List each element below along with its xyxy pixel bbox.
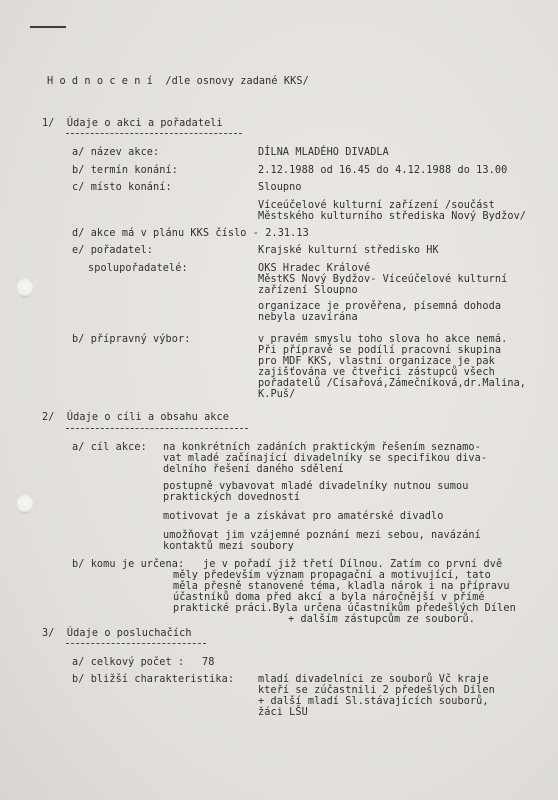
participant-count-value: 78 [202,657,215,668]
committee-line: v pravém smyslu toho slova ho akce nemá. [258,334,508,345]
section-1-title: 1/ Údaje o akci a pořadateli [42,118,223,129]
committee-line: pro MDF KKS, vlastní organizace je pak [258,356,495,367]
audience-line: je v pořadí již třetí Dílnou. Zatím co první dvě [203,559,503,570]
event-venue-line: Městského kulturního střediska Nový Bydžov/ [258,211,527,222]
committee-line: pořadatelů /Císařová,Zámečníková,dr.Malina, [258,378,527,389]
event-venue-line: Sloupno [258,182,302,193]
section-3-title: 3/ Údaje o posluchačích [42,628,192,639]
event-date-label: b/ termín konání: [72,165,178,176]
section-2-underline [66,428,248,429]
characteristics-label: b/ bližší charakteristika: [72,674,235,685]
audience-line: účastníků doma před akcí a byla náročnější v přímé [173,592,485,603]
audience-line: + dalším zástupcům ze souborů. [288,614,476,625]
punch-hole-lower [17,494,33,514]
co-organizer-line: OKS Hradec Králové [258,263,371,274]
committee-line: Při přípravě se podílí pracovní skupina [258,345,502,356]
committee-line: zajišťována ve čtveřici zástupců všech [258,367,495,378]
co-organizer-line: MěstKS Nový Bydžov- Víceúčelové kulturní [258,274,508,285]
top-dash-mark [30,26,66,28]
co-organizer-line: zařízení Sloupno [258,285,358,296]
event-name-label: a/ název akce: [72,147,160,158]
organizer-value: Krajské kulturní středisko HK [258,245,439,256]
goal-line: delního řešení daného sdělení [163,464,344,475]
audience-line: praktické práci.Byla určena účastníkům předešlých Dílen [173,603,516,614]
audience-line: měly především význam propagační a motivující, tato [173,570,491,581]
characteristics-line: žáci LŠU [258,707,308,718]
goal-label: a/ cíl akce: [72,442,147,453]
audience-label: b/ komu je určena: [72,559,185,570]
organization-note-line: organizace je prověřena, písemná dohoda [258,301,502,312]
goal-point-line: postupně vybavovat mladé divadelníky nutnou sumou [163,481,469,492]
section-1-underline [66,133,242,134]
evaluation-header: H o d n o c e n í /dle osnovy zadané KKS/ [47,76,309,87]
goal-line: vat mladé začínající divadelníky se specifikou diva- [163,453,488,464]
participant-count-label: a/ celkový počet : [72,657,185,668]
section-2-title: 2/ Údaje o cíli a obsahu akce [42,412,230,423]
plan-number-line: d/ akce má v plánu KKS číslo - 2.31.13 [72,228,309,239]
event-venue-line: Víceúčelové kulturní zařízení /součást [258,200,495,211]
goal-line: na konkrétních zadáních praktickým řešením seznamo- [163,442,481,453]
goal-point-line: motivovat je a získávat pro amatérské divadlo [163,511,444,522]
event-date-value: 2.12.1988 od 16.45 do 4.12.1988 do 13.00 [258,165,508,176]
event-venue-label: c/ místo konání: [72,182,172,193]
audience-line: měla přesně stanovené téma, kladla nárok i na přípravu [173,581,510,592]
characteristics-line: + další mladí Sl.stávajících souborů, [258,696,489,707]
committee-line: K.Puš/ [258,389,296,400]
organization-note-line: nebyla uzavírána [258,312,358,323]
characteristics-line: mladí divadelníci ze souborů Vč kraje [258,674,489,685]
organizer-label: e/ pořadatel: [72,245,154,256]
goal-point-line: umožňovat jim vzájemné poznání mezi sebou, navázání [163,530,481,541]
section-3-underline [66,643,206,644]
punch-hole-upper [17,278,33,298]
characteristics-line: kteří se zúčastnili 2 předešlých Dílen [258,685,495,696]
goal-point-line: kontaktů mezi soubory [163,541,294,552]
goal-point-line: praktických dovedností [163,492,301,503]
preparatory-committee-label: b/ přípravný výbor: [72,334,191,345]
co-organizers-label: spolupořadatelé: [88,263,188,274]
event-name-value: DÍLNA MLADÉHO DIVADLA [258,147,389,158]
